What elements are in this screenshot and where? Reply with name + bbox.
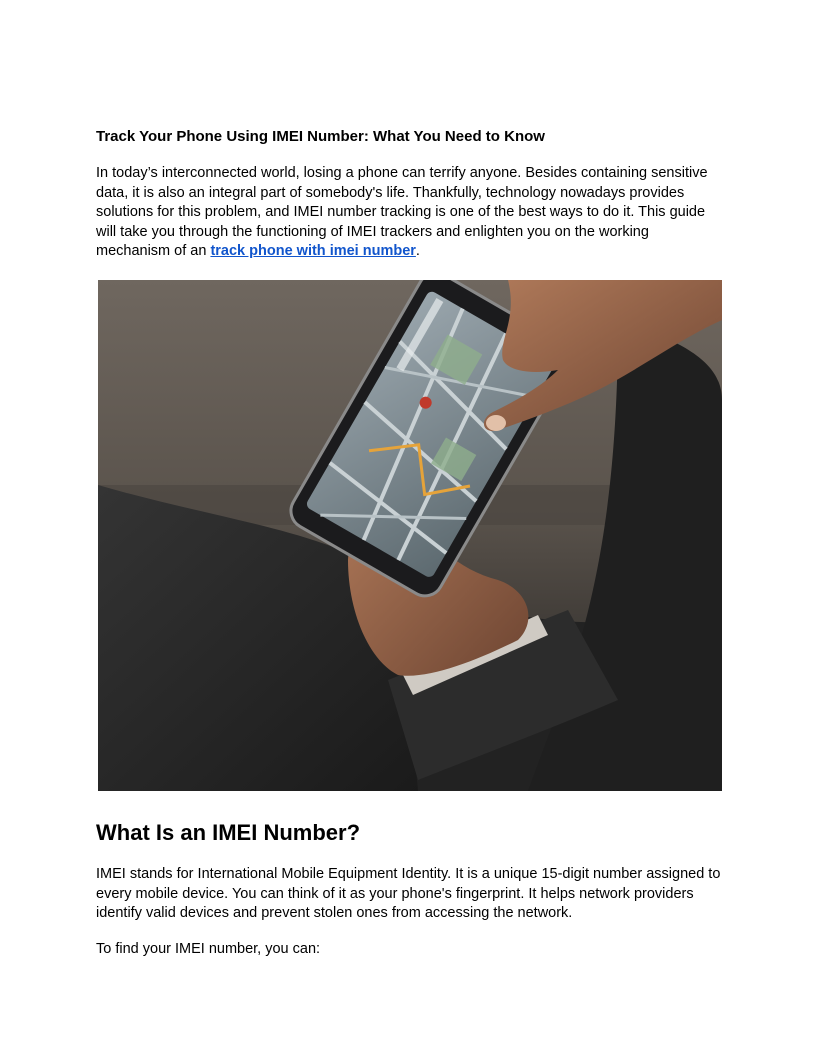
list-intro: To find your IMEI number, you can: [96, 941, 321, 957]
intro-end: . [415, 243, 420, 260]
intro-text: In today’s interconnected world, losing a phone can terrify anyone. Besides containing sensitive data, it is also an integral part of somebody's life. Thankfully, technology nowadays provides solutions for this problem, and IMEI number tracking is one of the best ways to do it. This guide will take you through the functioning of IMEI trackers and enlighten you on the working mechanism of an [96, 165, 708, 260]
section-paragraph: IMEI stands for International Mobile Equipment Identity. It is a unique 15-digit number assigned to every mobile device. You can think of it as your phone's fingerprint. It helps network providers identify valid devices and prevent stolen ones from accessing the network. [96, 866, 721, 922]
intro-paragraph [96, 164, 726, 262]
photo-illustration [98, 280, 722, 791]
phone-map-photo [98, 280, 722, 791]
section-heading: What Is an IMEI Number? [96, 820, 361, 845]
article-title: Track Your Phone Using IMEI Number: What You Need to Know [96, 128, 545, 145]
track-phone-link[interactable]: track phone with imei number [210, 243, 416, 260]
